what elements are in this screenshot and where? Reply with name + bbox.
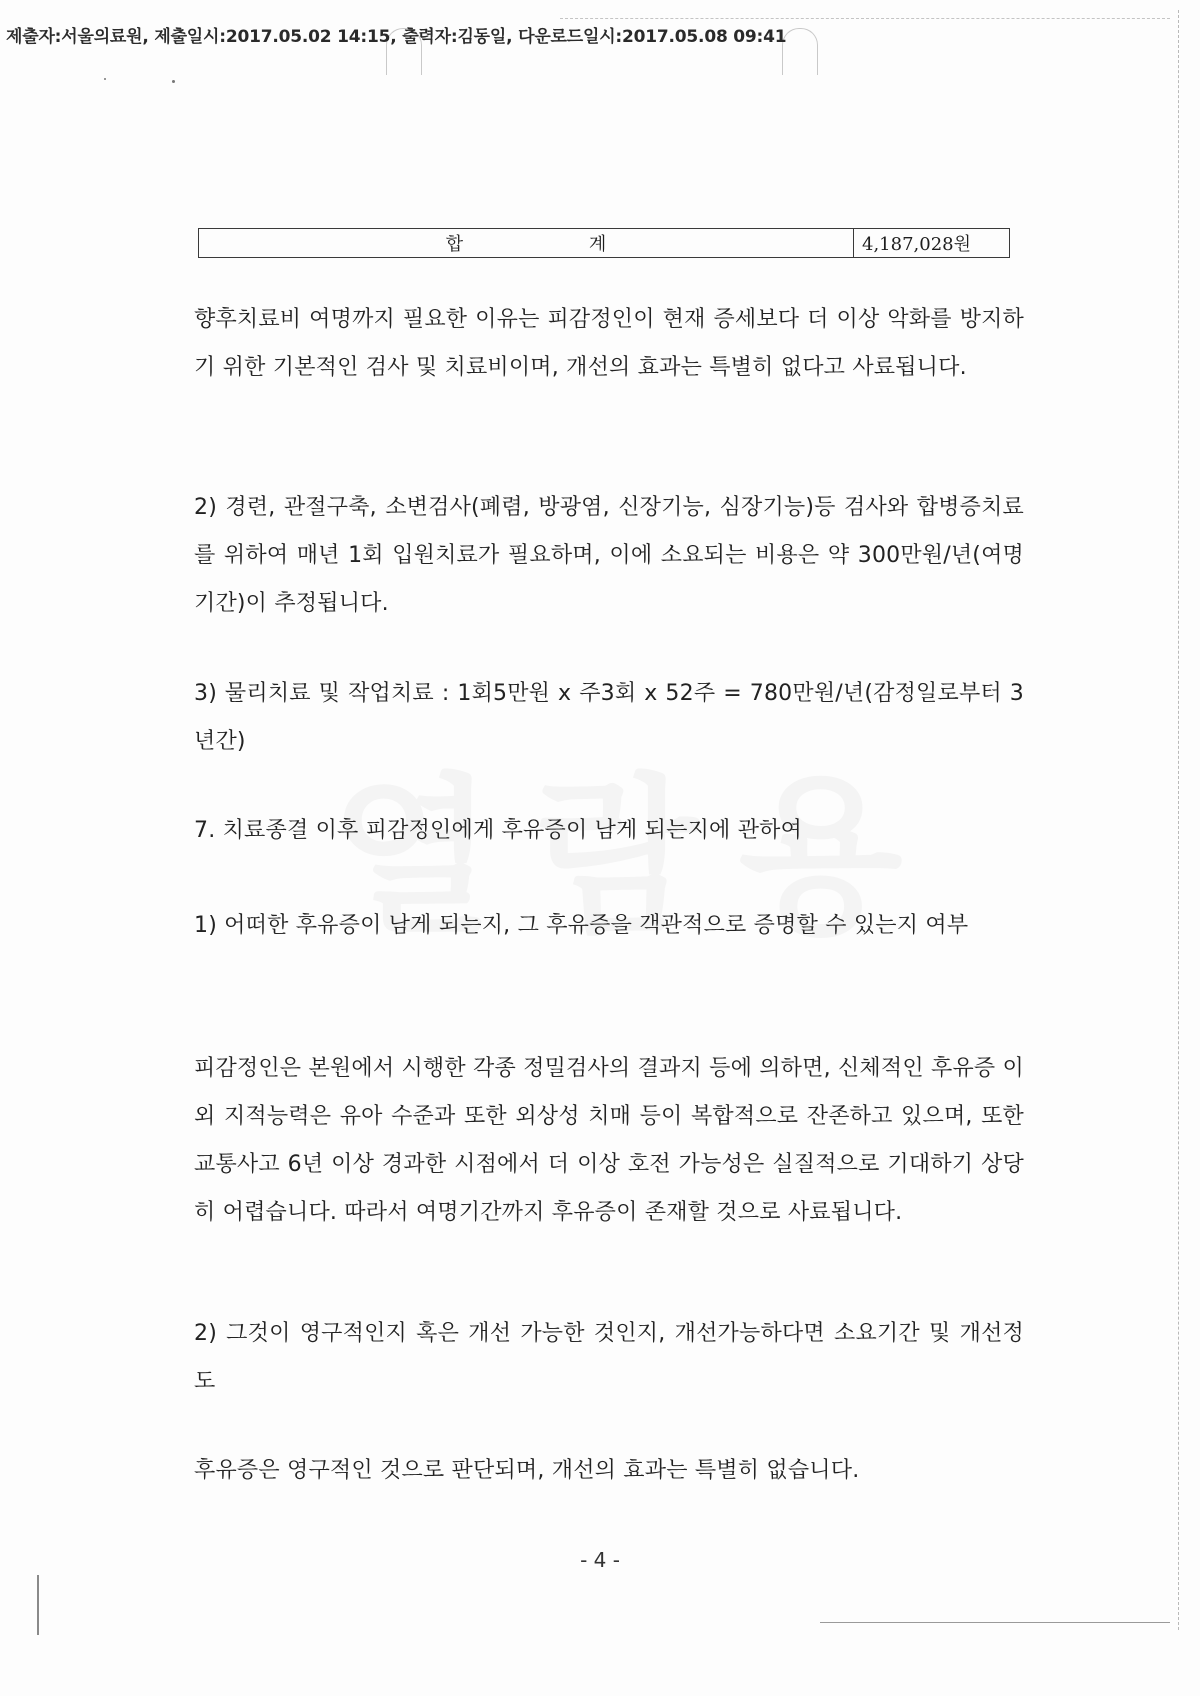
submission-header: 제출자:서울의료원, 제출일시:2017.05.02 14:15, 출력자:김동일, 다운로드일시:2017.05.08 09:41 xyxy=(6,27,787,47)
paragraph-item-2-admission: 2) 경련, 관절구축, 소변검사(폐렴, 방광염, 신장기능, 심장기능)등 검사와 합병증치료를 위하여 매년 1회 입원치료가 필요하며, 이에 소요되는 비용은 약 300만원/년(여명기간)이 추정됩니다. xyxy=(194,495,1024,616)
page-number: - 4 - xyxy=(580,1548,620,1572)
total-table xyxy=(198,228,1010,258)
scan-speck xyxy=(172,80,175,83)
scan-edge-left xyxy=(37,1575,39,1635)
punch-hole xyxy=(782,28,818,75)
paragraph-sequelae-answer: 피감정인은 본원에서 시행한 각종 정밀검사의 결과지 등에 의하면, 신체적인 후유증 이외 지적능력은 유아 수준과 또한 외상성 치매 등이 복합적으로 잔존하고 있으며, 또한 교통사고 6년 이상 경과한 시점에서 더 이상 호전 가능성은 실질적으로 기대하기 상당히 어렵습니다. 따라서 여명기간까지 후유증이 존재할 것으로 사료됩니다. xyxy=(194,1056,1024,1225)
paragraph-future-treatment: 향후치료비 여명까지 필요한 이유는 피감정인이 현재 증세보다 더 이상 악화를 방지하기 위한 기본적인 검사 및 치료비이며, 개선의 효과는 특별히 없다고 사료됩니다. xyxy=(194,307,1024,380)
question-2: 2) 그것이 영구적인지 혹은 개선 가능한 것인지, 개선가능하다면 소요기간 및 개선정도 xyxy=(194,1321,1024,1394)
scan-edge-right xyxy=(1178,10,1179,1630)
paragraph-permanent-answer: 후유증은 영구적인 것으로 판단되며, 개선의 효과는 특별히 없습니다. xyxy=(194,1458,860,1483)
paragraph-item-3-therapy: 3) 물리치료 및 작업치료 : 1회5만원 x 주3회 x 52주 = 780만원/년(감정일로부터 3년간) xyxy=(194,681,1024,754)
section-heading-7: 7. 치료종결 이후 피감정인에게 후유증이 남게 되는지에 관하여 xyxy=(194,818,803,843)
question-1: 1) 어떠한 후유증이 남게 되는지, 그 후유증을 객관적으로 증명할 수 있는지 여부 xyxy=(194,913,969,938)
scan-edge-bottom xyxy=(820,1622,1170,1623)
total-label: 합 계 xyxy=(199,229,854,257)
scan-speck xyxy=(104,78,106,80)
total-value: 4,187,028원 xyxy=(862,234,971,255)
scan-edge-top xyxy=(560,18,1170,19)
